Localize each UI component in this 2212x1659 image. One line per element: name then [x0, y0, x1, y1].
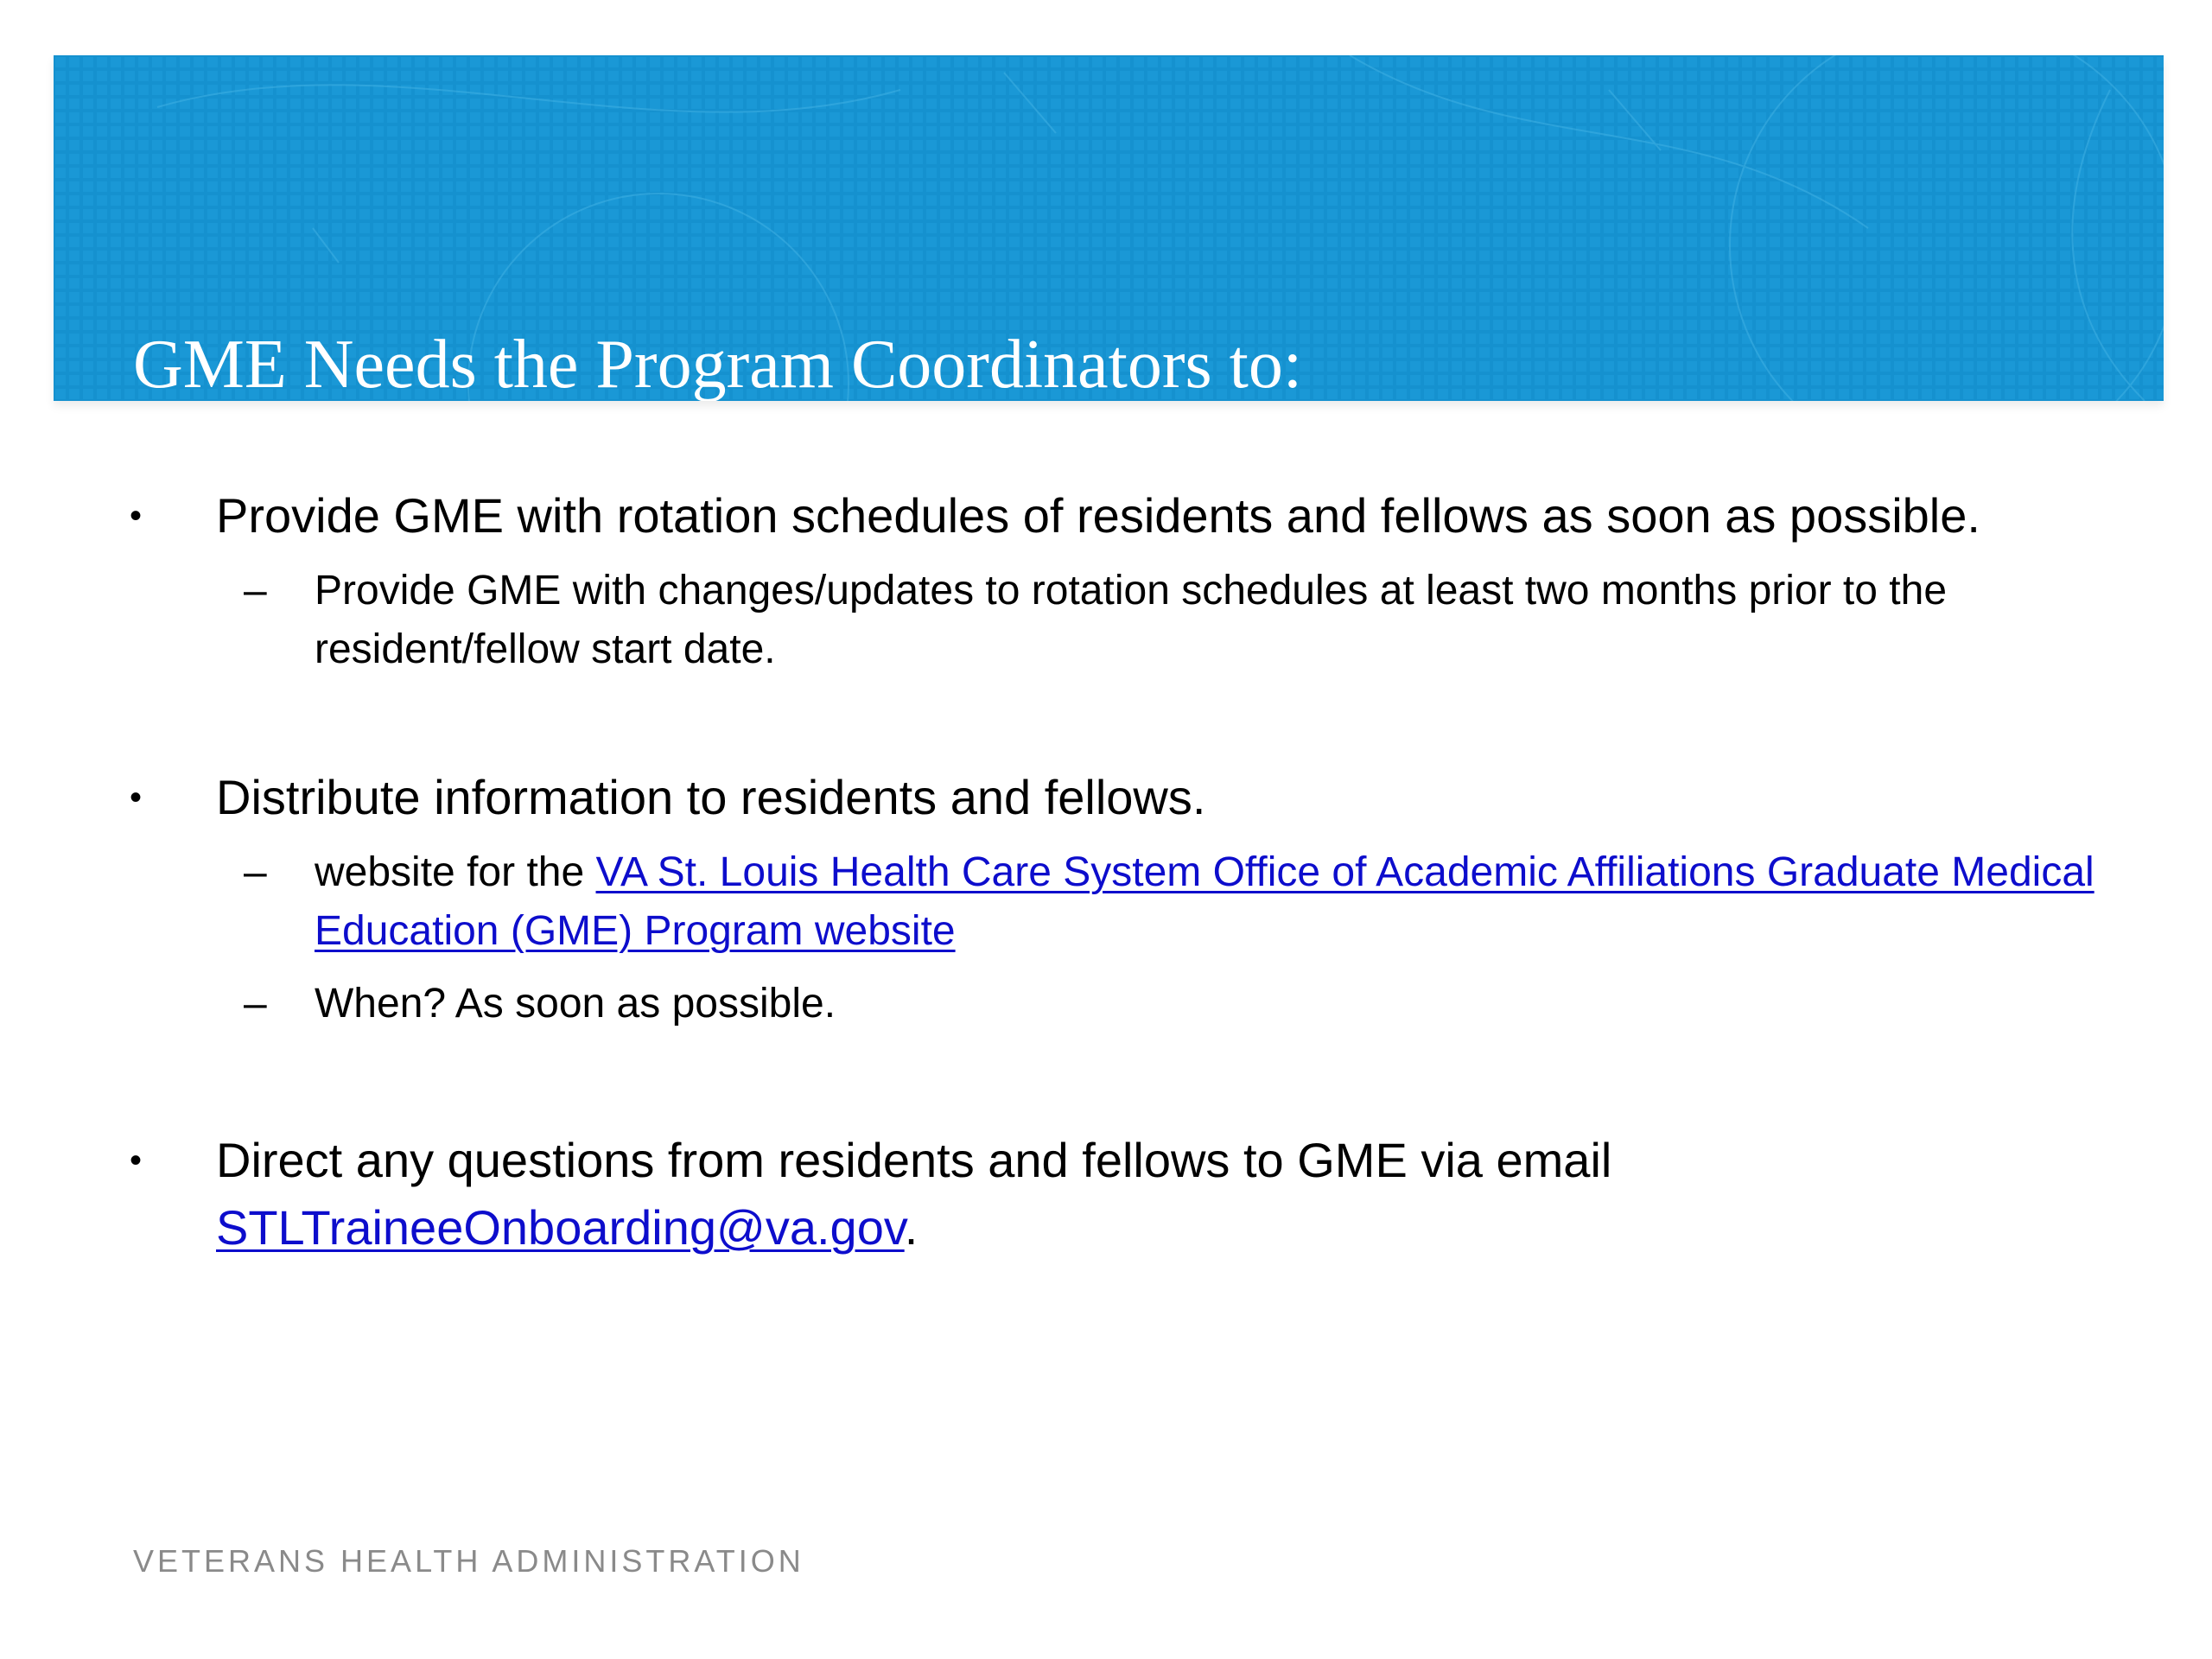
bullet-rotation-schedules — [130, 482, 2117, 550]
gme-program-website-link[interactable]: VA St. Louis Health Care System Office of Academic Affiliations Graduate Medical Education (GME) Program website — [315, 849, 2094, 954]
bullet-text: Provide GME with rotation schedules of residents and fellows as soon as possible. — [216, 488, 1980, 543]
slide-title: GME Needs the Program Coordinators to: — [133, 327, 1303, 401]
bullet-text: Distribute information to residents and fellows. — [216, 770, 1206, 824]
sub-bullet-prefix: website for the — [315, 849, 596, 895]
sub-bullet-website — [244, 843, 2094, 961]
dash-icon: – — [244, 849, 267, 895]
bullet-distribute-info — [130, 764, 2117, 831]
bullet-icon: • — [130, 1141, 143, 1179]
bullet-text: Direct any questions from residents and fellows to GME via email — [216, 1133, 1612, 1187]
title-banner — [54, 55, 2164, 401]
bullet-suffix: . — [904, 1200, 918, 1255]
sub-bullet-text: When? As soon as possible. — [315, 981, 836, 1027]
bullet-direct-questions — [130, 1127, 2117, 1262]
sub-bullet-text: Provide GME with changes/updates to rotation schedules at least two months prior to the resident/fellow start date. — [315, 568, 1948, 672]
sub-bullet-when — [244, 975, 2094, 1033]
sub-bullet-schedule-updates — [244, 562, 2094, 679]
bullet-icon: • — [130, 497, 143, 535]
footer-agency: VETERANS HEALTH ADMINISTRATION — [133, 1543, 804, 1579]
dash-icon: – — [244, 981, 267, 1027]
bullet-icon: • — [130, 779, 143, 817]
email-link[interactable]: STLTraineeOnboarding@va.gov — [216, 1200, 905, 1255]
dash-icon: – — [244, 568, 267, 613]
